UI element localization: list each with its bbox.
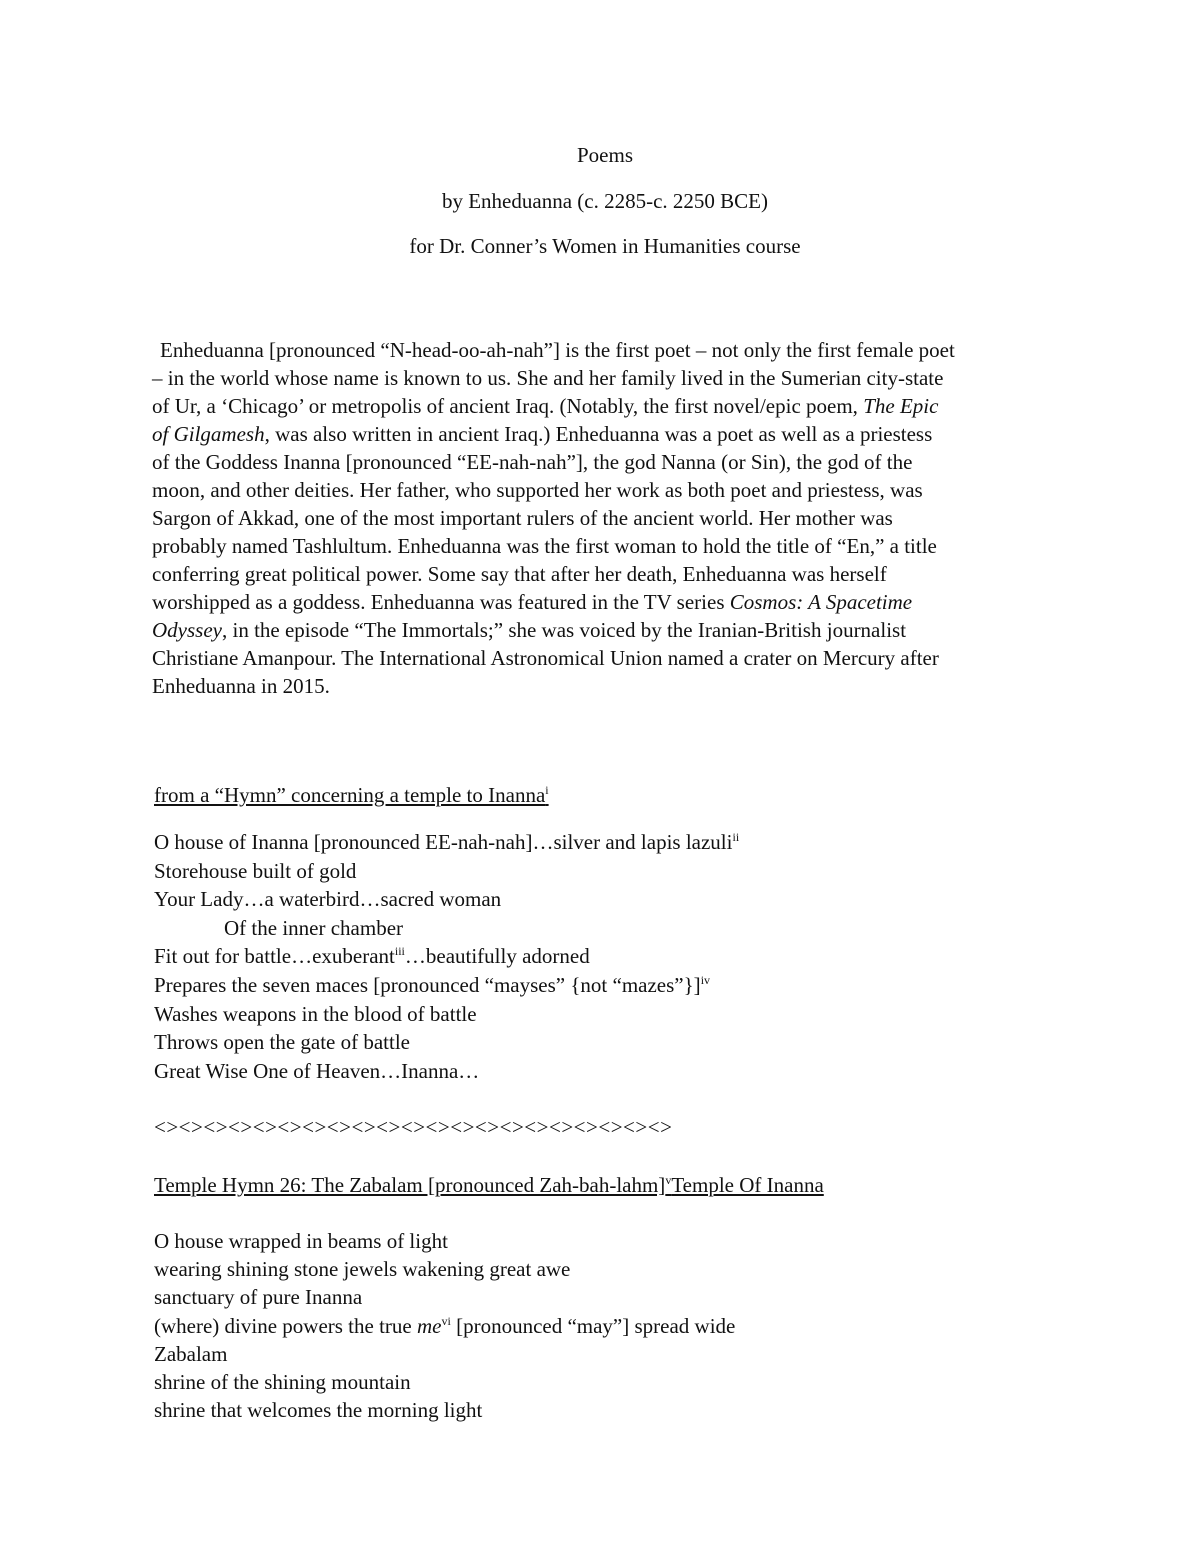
hymn-2-poem (154, 1227, 735, 1424)
poem-text: (where) divine powers the true (154, 1313, 417, 1338)
hymn-1-title (154, 782, 549, 808)
poem-line (154, 971, 739, 1000)
endnote-marker[interactable]: iv (700, 972, 711, 987)
author-line: by Enheduanna (c. 2285-c. 2250 BCE) (441, 189, 768, 213)
poem-line: Washes weapons in the blood of battle (154, 1001, 477, 1026)
poem-line: Of the inner chamber (224, 915, 404, 940)
intro-paragraph (152, 336, 1072, 700)
course-line: for Dr. Conner’s Women in Humanities course (409, 234, 801, 258)
poem-line (154, 828, 739, 857)
intro-line: of the Goddess Inanna [pronounced “EE-nah-nah”], the god Nanna (or Sin), the god of the (152, 450, 913, 474)
intro-line: Enheduanna [pronounced “N-head-oo-ah-nah”] is the first poet – not only the first female poet (160, 338, 955, 362)
endnote-marker[interactable]: iii (394, 944, 405, 959)
endnote-marker[interactable]: i (545, 783, 549, 797)
intro-text: , was also written in ancient Iraq.) Enheduanna was a poet as well as a priestess (264, 422, 933, 446)
intro-line (152, 588, 1072, 616)
hymn-2-title-text: Temple Hymn 26: The Zabalam [pronounced Zah-bah-lahm] (154, 1173, 666, 1197)
poem-text: [pronounced “may”] spread wide (450, 1313, 736, 1338)
poem-line: Storehouse built of gold (154, 858, 357, 883)
intro-line (152, 392, 1072, 420)
poem-italic-term: me (416, 1313, 442, 1338)
page-title: Poems (576, 143, 633, 167)
poem-line: Your Lady…a waterbird…sacred woman (154, 887, 502, 912)
intro-line: probably named Tashlultum. Enheduanna was the first woman to hold the title of “En,” a title (152, 534, 937, 558)
intro-text: of Ur, a ‘Chicago’ or metropolis of ancient Iraq. (Notably, the first novel/epic poem, (152, 394, 864, 418)
intro-title-italic: Odyssey (152, 618, 222, 642)
intro-line: Enheduanna in 2015. (152, 674, 330, 698)
poem-line (154, 942, 739, 971)
poem-text: Prepares the seven maces [pronounced “mayses” {not “mazes”}] (154, 972, 701, 997)
hymn-1-title-text: from a “Hymn” concerning a temple to Inanna (154, 783, 546, 807)
hymn-2-title-text: Temple Of Inanna (671, 1173, 824, 1197)
intro-text: worshipped as a goddess. Enheduanna was featured in the TV series (152, 590, 730, 614)
intro-line (152, 420, 1072, 448)
endnote-marker[interactable]: vi (441, 1313, 451, 1328)
poem-line: wearing shining stone jewels wakening great awe (154, 1257, 571, 1282)
intro-line: Sargon of Akkad, one of the most important rulers of the ancient world. Her mother was (152, 506, 893, 530)
endnote-marker[interactable]: v (665, 1173, 672, 1187)
poem-line: O house wrapped in beams of light (154, 1229, 448, 1253)
intro-line: conferring great political power. Some say that after her death, Enheduanna was herself (152, 562, 887, 586)
intro-line: Christiane Amanpour. The International Astronomical Union named a crater on Mercury after (152, 646, 939, 670)
intro-title-italic: Cosmos: A Spacetime (729, 590, 913, 614)
section-divider: <><><><><><><><><><><><><><><><><><><><><> (154, 1115, 673, 1139)
poem-line: sanctuary of pure Inanna (154, 1285, 363, 1310)
poem-line (154, 1312, 735, 1340)
poem-text: Fit out for battle…exuberant (154, 944, 395, 969)
poem-line: Throws open the gate of battle (154, 1030, 410, 1055)
intro-title-italic: The Epic (863, 394, 939, 418)
poem-line: shrine that welcomes the morning light (154, 1398, 483, 1423)
poem-text: O house of Inanna [pronounced EE-nah-nah]…silver and lapis lazuli (154, 830, 733, 854)
poem-line: Zabalam (154, 1341, 228, 1366)
poem-line: Great Wise One of Heaven…Inanna… (154, 1058, 480, 1083)
intro-line (152, 616, 1072, 644)
endnote-marker[interactable]: ii (732, 830, 740, 844)
intro-line: moon, and other deities. Her father, who supported her work as both poet and priestess, was (152, 478, 923, 502)
intro-text: , in the episode “The Immortals;” she was voiced by the Iranian-British journalist (221, 618, 907, 642)
hymn-1-poem (154, 828, 739, 1085)
hymn-2-title (154, 1172, 824, 1198)
intro-title-italic: of Gilgamesh (152, 422, 265, 446)
poem-text: …beautifully adorned (404, 944, 590, 969)
poem-line: shrine of the shining mountain (154, 1370, 411, 1395)
intro-line: – in the world whose name is known to us. She and her family lived in the Sumerian city-state (152, 366, 944, 390)
